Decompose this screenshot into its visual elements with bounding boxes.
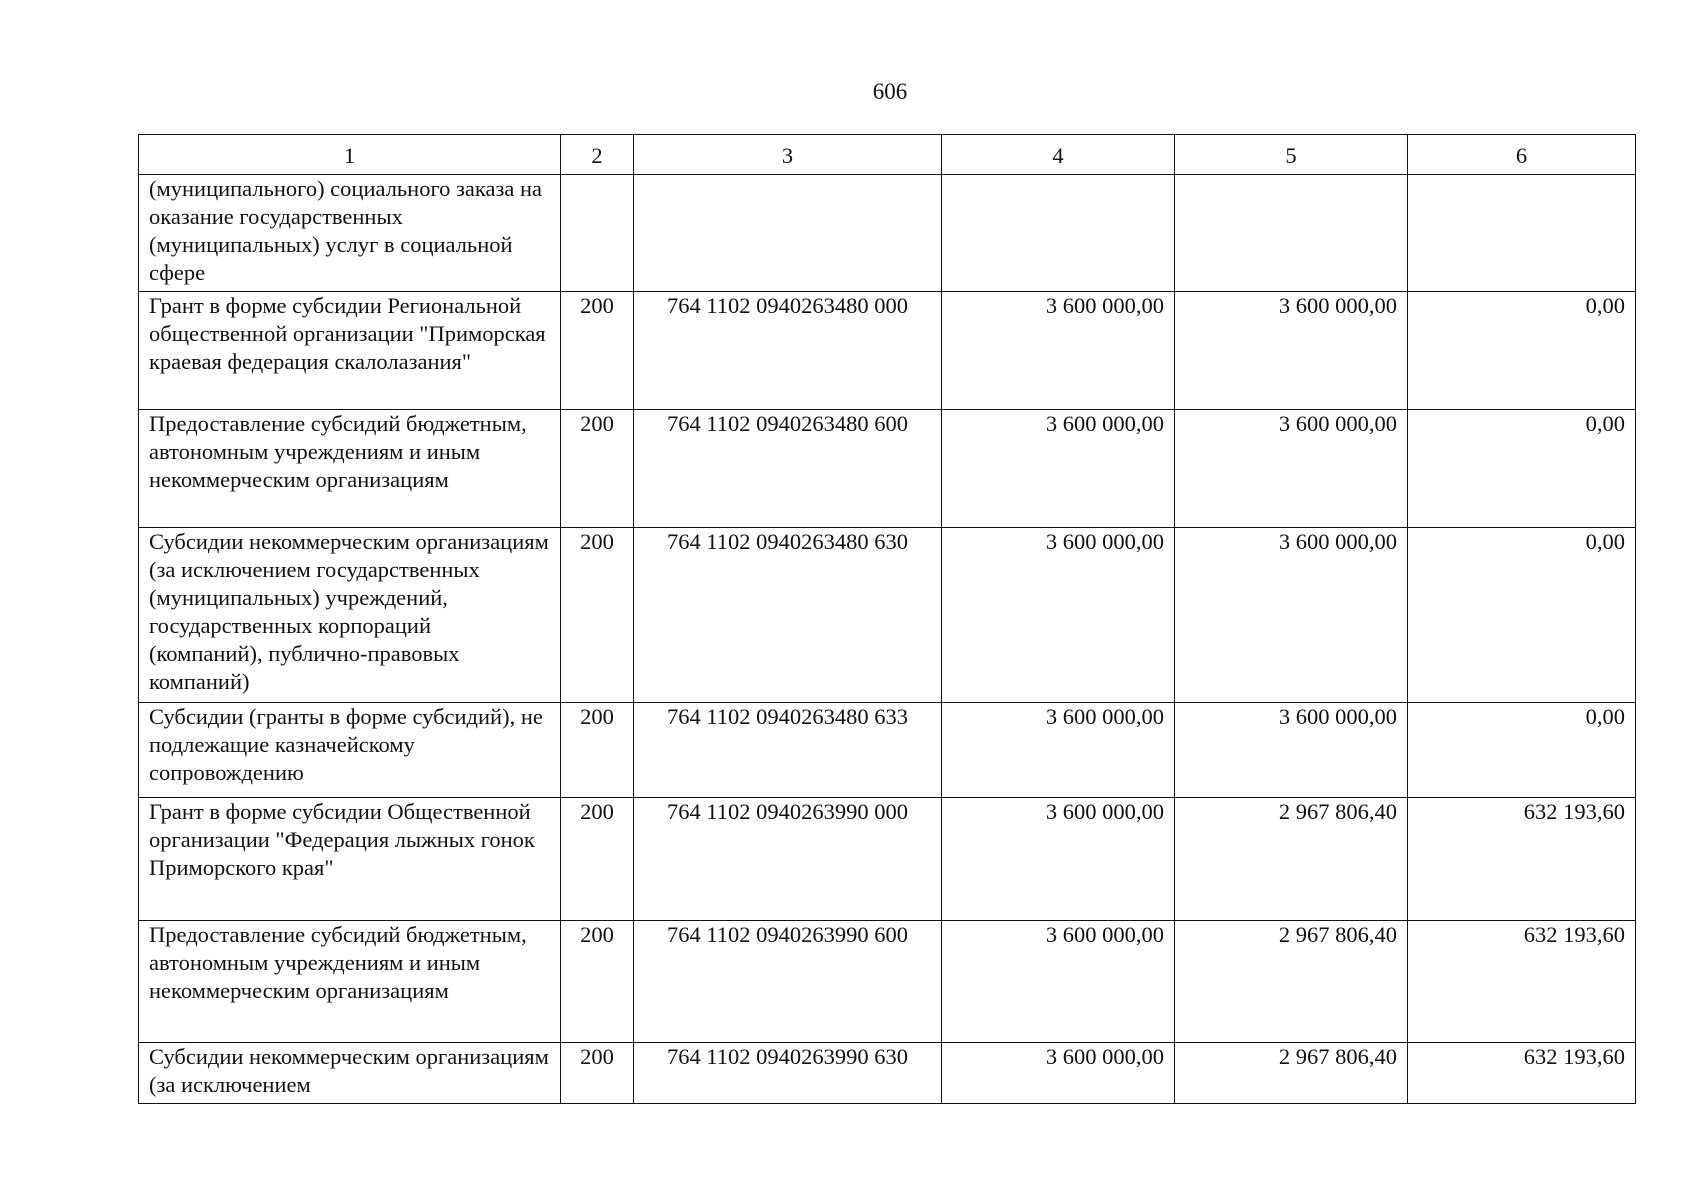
budget-table <box>138 134 1636 1104</box>
row-name-cell: Предоставление субсидий бюджетным, автономным учреждениям и иным некоммерческим организациям <box>139 410 561 528</box>
row-amount-4-cell: 3 600 000,00 <box>942 703 1175 798</box>
column-header-3: 3 <box>634 135 942 175</box>
table-row <box>139 703 1636 798</box>
column-header-5: 5 <box>1175 135 1408 175</box>
table-row <box>139 798 1636 921</box>
row-amount-4-cell: 3 600 000,00 <box>942 1043 1175 1104</box>
row-name-cell: (муниципального) социального заказа на оказание государственных (муниципальных) услуг в социальной сфере <box>139 175 561 292</box>
table-row <box>139 921 1636 1043</box>
row-amount-5-cell: 3 600 000,00 <box>1175 292 1408 410</box>
row-name-cell: Предоставление субсидий бюджетным, автономным учреждениям и иным некоммерческим организациям <box>139 921 561 1043</box>
row-amount-6-cell: 632 193,60 <box>1408 798 1636 921</box>
row-name-cell: Грант в форме субсидии Общественной организации "Федерация лыжных гонок Приморского края" <box>139 798 561 921</box>
row-classification-cell: 764 1102 0940263990 600 <box>634 921 942 1043</box>
row-amount-6-cell <box>1408 175 1636 292</box>
table-row <box>139 175 1636 292</box>
row-amount-5-cell: 3 600 000,00 <box>1175 703 1408 798</box>
row-amount-6-cell: 0,00 <box>1408 703 1636 798</box>
row-amount-6-cell: 0,00 <box>1408 528 1636 703</box>
row-amount-4-cell: 3 600 000,00 <box>942 798 1175 921</box>
header-row <box>139 135 1636 175</box>
row-name-cell: Субсидии (гранты в форме субсидий), не подлежащие казначейскому сопровождению <box>139 703 561 798</box>
row-code-cell: 200 <box>561 703 634 798</box>
row-classification-cell: 764 1102 0940263990 630 <box>634 1043 942 1104</box>
row-amount-4-cell: 3 600 000,00 <box>942 410 1175 528</box>
row-code-cell: 200 <box>561 798 634 921</box>
row-code-cell: 200 <box>561 1043 634 1104</box>
row-name-cell: Субсидии некоммерческим организациям (за исключением <box>139 1043 561 1104</box>
row-code-cell <box>561 175 634 292</box>
column-header-4: 4 <box>942 135 1175 175</box>
page-number: 606 <box>872 79 908 104</box>
table-row <box>139 528 1636 703</box>
row-amount-5-cell: 2 967 806,40 <box>1175 798 1408 921</box>
column-header-1: 1 <box>139 135 561 175</box>
table-row <box>139 292 1636 410</box>
row-name-cell: Субсидии некоммерческим организациям (за исключением государственных (муниципальных) учреждений, государственных корпораций (компаний), публично-правовых компаний) <box>139 528 561 703</box>
row-amount-4-cell: 3 600 000,00 <box>942 921 1175 1043</box>
row-classification-cell: 764 1102 0940263990 000 <box>634 798 942 921</box>
row-amount-6-cell: 632 193,60 <box>1408 921 1636 1043</box>
row-amount-5-cell: 2 967 806,40 <box>1175 921 1408 1043</box>
row-classification-cell: 764 1102 0940263480 630 <box>634 528 942 703</box>
row-amount-4-cell <box>942 175 1175 292</box>
row-classification-cell: 764 1102 0940263480 633 <box>634 703 942 798</box>
table-row <box>139 1043 1636 1104</box>
column-header-6: 6 <box>1408 135 1636 175</box>
row-classification-cell: 764 1102 0940263480 600 <box>634 410 942 528</box>
row-code-cell: 200 <box>561 292 634 410</box>
row-amount-5-cell <box>1175 175 1408 292</box>
table-body <box>139 175 1636 1104</box>
row-amount-6-cell: 632 193,60 <box>1408 1043 1636 1104</box>
table-header <box>139 135 1636 175</box>
row-classification-cell <box>634 175 942 292</box>
row-name-cell: Грант в форме субсидии Региональной общественной организации "Приморская краевая федерация скалолазания" <box>139 292 561 410</box>
row-amount-6-cell: 0,00 <box>1408 292 1636 410</box>
column-header-2: 2 <box>561 135 634 175</box>
row-code-cell: 200 <box>561 410 634 528</box>
table-row <box>139 410 1636 528</box>
row-code-cell: 200 <box>561 921 634 1043</box>
row-amount-6-cell: 0,00 <box>1408 410 1636 528</box>
row-classification-cell: 764 1102 0940263480 000 <box>634 292 942 410</box>
row-amount-4-cell: 3 600 000,00 <box>942 528 1175 703</box>
row-code-cell: 200 <box>561 528 634 703</box>
row-amount-5-cell: 2 967 806,40 <box>1175 1043 1408 1104</box>
row-amount-5-cell: 3 600 000,00 <box>1175 410 1408 528</box>
row-amount-4-cell: 3 600 000,00 <box>942 292 1175 410</box>
row-amount-5-cell: 3 600 000,00 <box>1175 528 1408 703</box>
